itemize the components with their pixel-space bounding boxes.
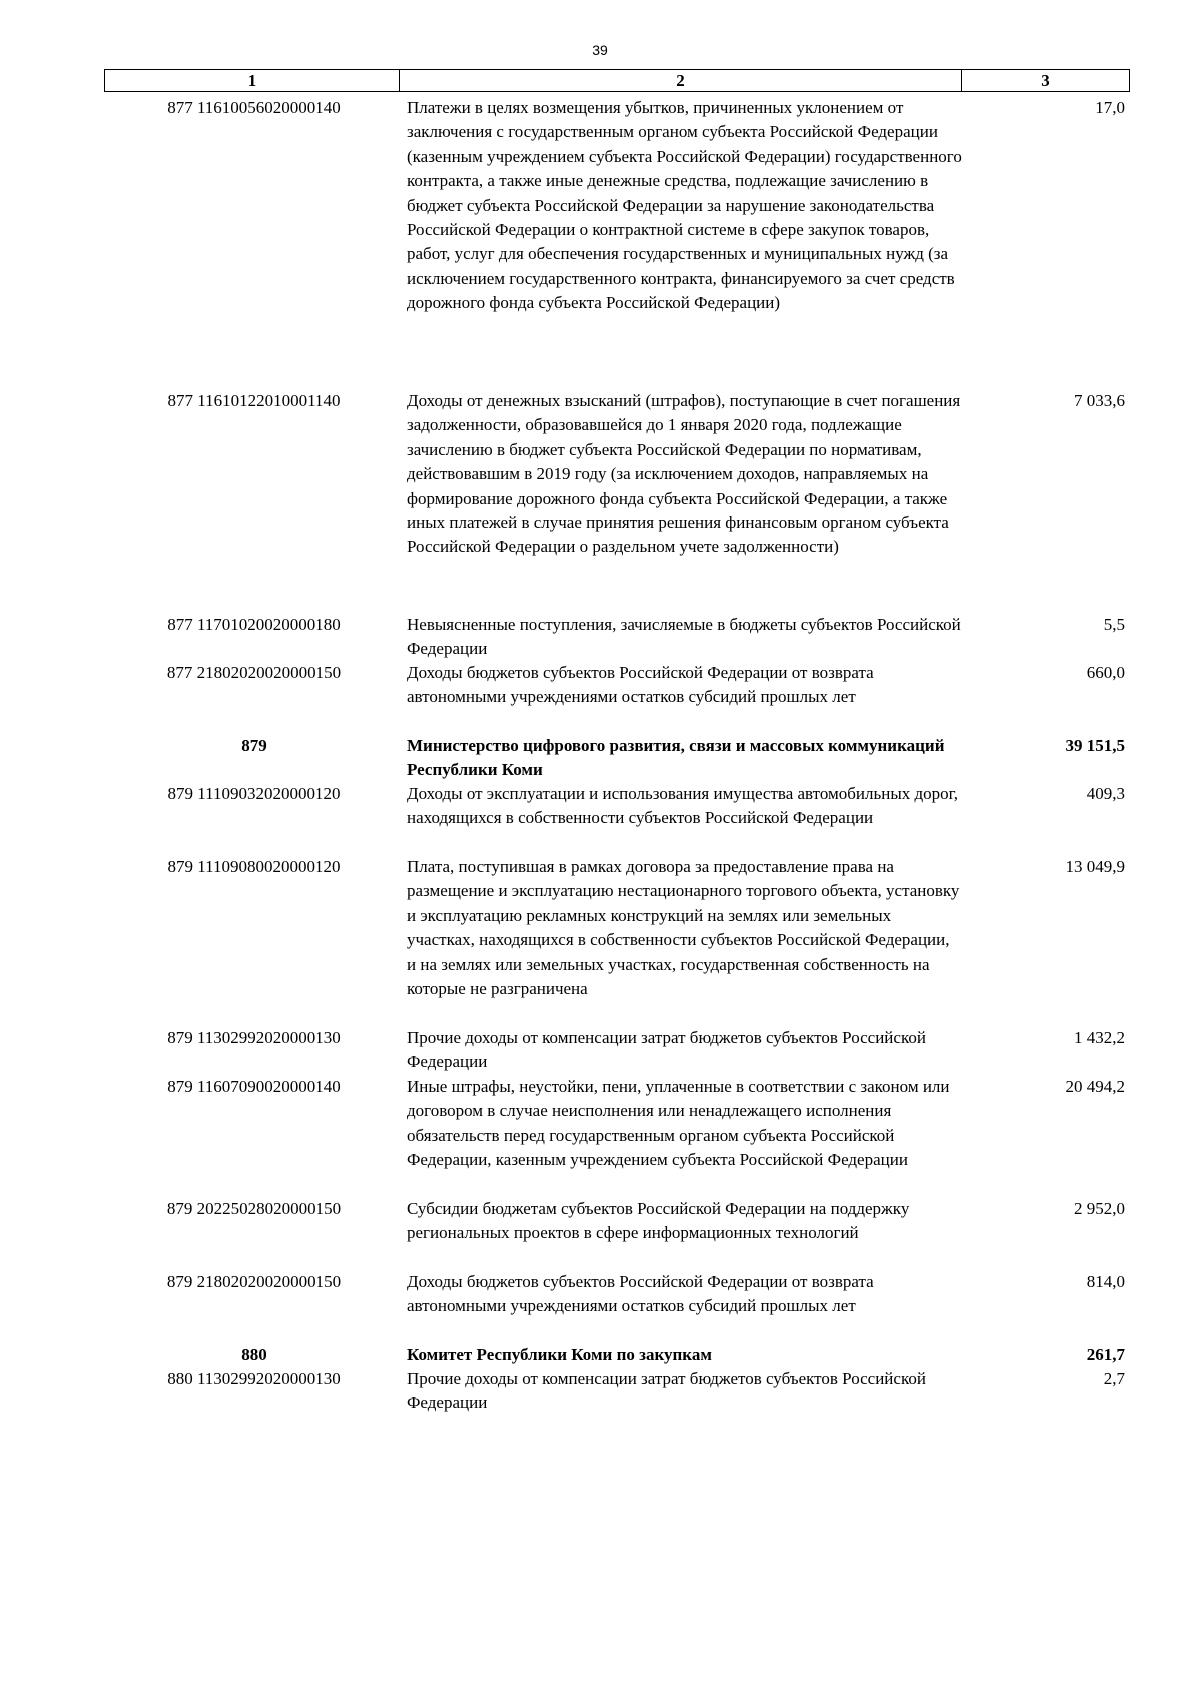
row-amount: 2,7 bbox=[1103, 1369, 1125, 1388]
row-code: 879 20225028020000150 bbox=[166, 1199, 342, 1218]
row-description: Доходы бюджетов субъектов Российской Федерации от возврата автономными учреждениями остатков субсидий прошлых лет bbox=[407, 1272, 874, 1316]
row-amount: 39 151,5 bbox=[1065, 736, 1125, 755]
table-row bbox=[104, 96, 1129, 389]
table-header bbox=[104, 69, 1130, 92]
row-code: 877 11610122010001140 bbox=[167, 391, 341, 410]
table-row bbox=[104, 1075, 1129, 1197]
table-row bbox=[104, 1026, 1129, 1075]
row-description: Невыясненные поступления, зачисляемые в бюджеты субъектов Российской Федерации bbox=[407, 615, 961, 659]
row-amount: 13 049,9 bbox=[1065, 857, 1125, 876]
row-description: Министерство цифрового развития, связи и массовых коммуникаций Республики Коми bbox=[407, 736, 945, 780]
table-row bbox=[104, 1270, 1129, 1343]
row-amount: 5,5 bbox=[1103, 615, 1125, 634]
row-code: 879 11302992020000130 bbox=[167, 1028, 341, 1047]
row-description: Прочие доходы от компенсации затрат бюджетов субъектов Российской Федерации bbox=[407, 1028, 926, 1072]
table-row bbox=[104, 613, 1129, 661]
column-header-1: 1 bbox=[105, 70, 400, 92]
row-amount: 660,0 bbox=[1086, 663, 1125, 682]
row-code: 877 11610056020000140 bbox=[167, 98, 341, 117]
row-amount: 1 432,2 bbox=[1074, 1028, 1125, 1047]
row-amount: 261,7 bbox=[1086, 1345, 1125, 1364]
row-code: 880 11302992020000130 bbox=[167, 1369, 341, 1388]
row-code: 879 21802020020000150 bbox=[166, 1272, 342, 1291]
row-description: Платежи в целях возмещения убытков, причиненных уклонением от заключения с государственным органом субъекта Российской Федерации (казенным учреждением субъекта Российской Федерации) государственного контракта, а также иные денежные средства, подлежащие зачислению в бюджет субъекта Российской Федерации за нарушение законодательства Российской Федерации о контрактной системе в сфере закупок товаров, работ, услуг для обеспечения государственных и муниципальных нужд (за исключением государственного контракта, финансируемого за счет средств дорожного фонда субъекта Российской Федерации) bbox=[407, 98, 962, 313]
table-row bbox=[104, 661, 1129, 734]
table-row bbox=[104, 389, 1129, 613]
table-row bbox=[104, 855, 1129, 1026]
row-amount: 409,3 bbox=[1086, 784, 1125, 803]
row-code: 879 11607090020000140 bbox=[167, 1077, 341, 1096]
table-row-section bbox=[104, 1343, 1129, 1367]
row-amount: 2 952,0 bbox=[1074, 1199, 1125, 1218]
row-description: Иные штрафы, неустойки, пени, уплаченные в соответствии с законом или договором в случае неисполнения или ненадлежащего исполнения обязательств перед государственным органом субъекта Российской Федерации, казенным учреждением субъекта Российской Федерации bbox=[407, 1077, 950, 1170]
row-description: Плата, поступившая в рамках договора за предоставление права на размещение и эксплуатацию нестационарного торгового объекта, установку и эксплуатацию рекламных конструкций на землях или земельных участках, находящихся в собственности субъектов Российской Федерации, и на землях или земельных участках, государственная собственность на которые не разграничена bbox=[407, 857, 960, 999]
column-header-2: 2 bbox=[400, 70, 962, 92]
row-code: 879 11109080020000120 bbox=[167, 857, 341, 876]
row-amount: 7 033,6 bbox=[1074, 391, 1125, 410]
table-row-section bbox=[104, 734, 1129, 782]
row-description: Комитет Республики Коми по закупкам bbox=[407, 1345, 712, 1364]
table-row bbox=[104, 1197, 1129, 1270]
row-code: 880 bbox=[241, 1345, 267, 1364]
page-number: 39 bbox=[592, 42, 608, 58]
table-row bbox=[104, 782, 1129, 855]
row-description: Доходы от эксплуатации и использования имущества автомобильных дорог, находящихся в собственности субъектов Российской Федерации bbox=[407, 784, 958, 828]
column-header-3: 3 bbox=[962, 70, 1130, 92]
row-code: 879 11109032020000120 bbox=[167, 784, 341, 803]
row-amount: 17,0 bbox=[1095, 98, 1125, 117]
table-body bbox=[104, 96, 1129, 1416]
row-description: Доходы от денежных взысканий (штрафов), поступающие в счет погашения задолженности, образовавшейся до 1 января 2020 года, подлежащие зачислению в бюджет субъекта Российской Федерации по нормативам, действовавшим в 2019 году (за исключением доходов, направляемых на формирование дорожного фонда субъекта Российской Федерации, а также иных платежей в случае принятия решения финансовым органом субъекта Российской Федерации о раздельном учете задолженности) bbox=[407, 391, 961, 557]
row-code: 877 11701020020000180 bbox=[167, 615, 341, 634]
row-description: Прочие доходы от компенсации затрат бюджетов субъектов Российской Федерации bbox=[407, 1369, 926, 1413]
row-code: 877 21802020020000150 bbox=[166, 663, 342, 682]
row-description: Доходы бюджетов субъектов Российской Федерации от возврата автономными учреждениями остатков субсидий прошлых лет bbox=[407, 663, 874, 707]
row-code: 879 bbox=[241, 736, 267, 755]
row-amount: 814,0 bbox=[1086, 1272, 1125, 1291]
row-description: Субсидии бюджетам субъектов Российской Федерации на поддержку региональных проектов в сфере информационных технологий bbox=[407, 1199, 910, 1243]
table-row bbox=[104, 1367, 1129, 1416]
row-amount: 20 494,2 bbox=[1065, 1077, 1125, 1096]
